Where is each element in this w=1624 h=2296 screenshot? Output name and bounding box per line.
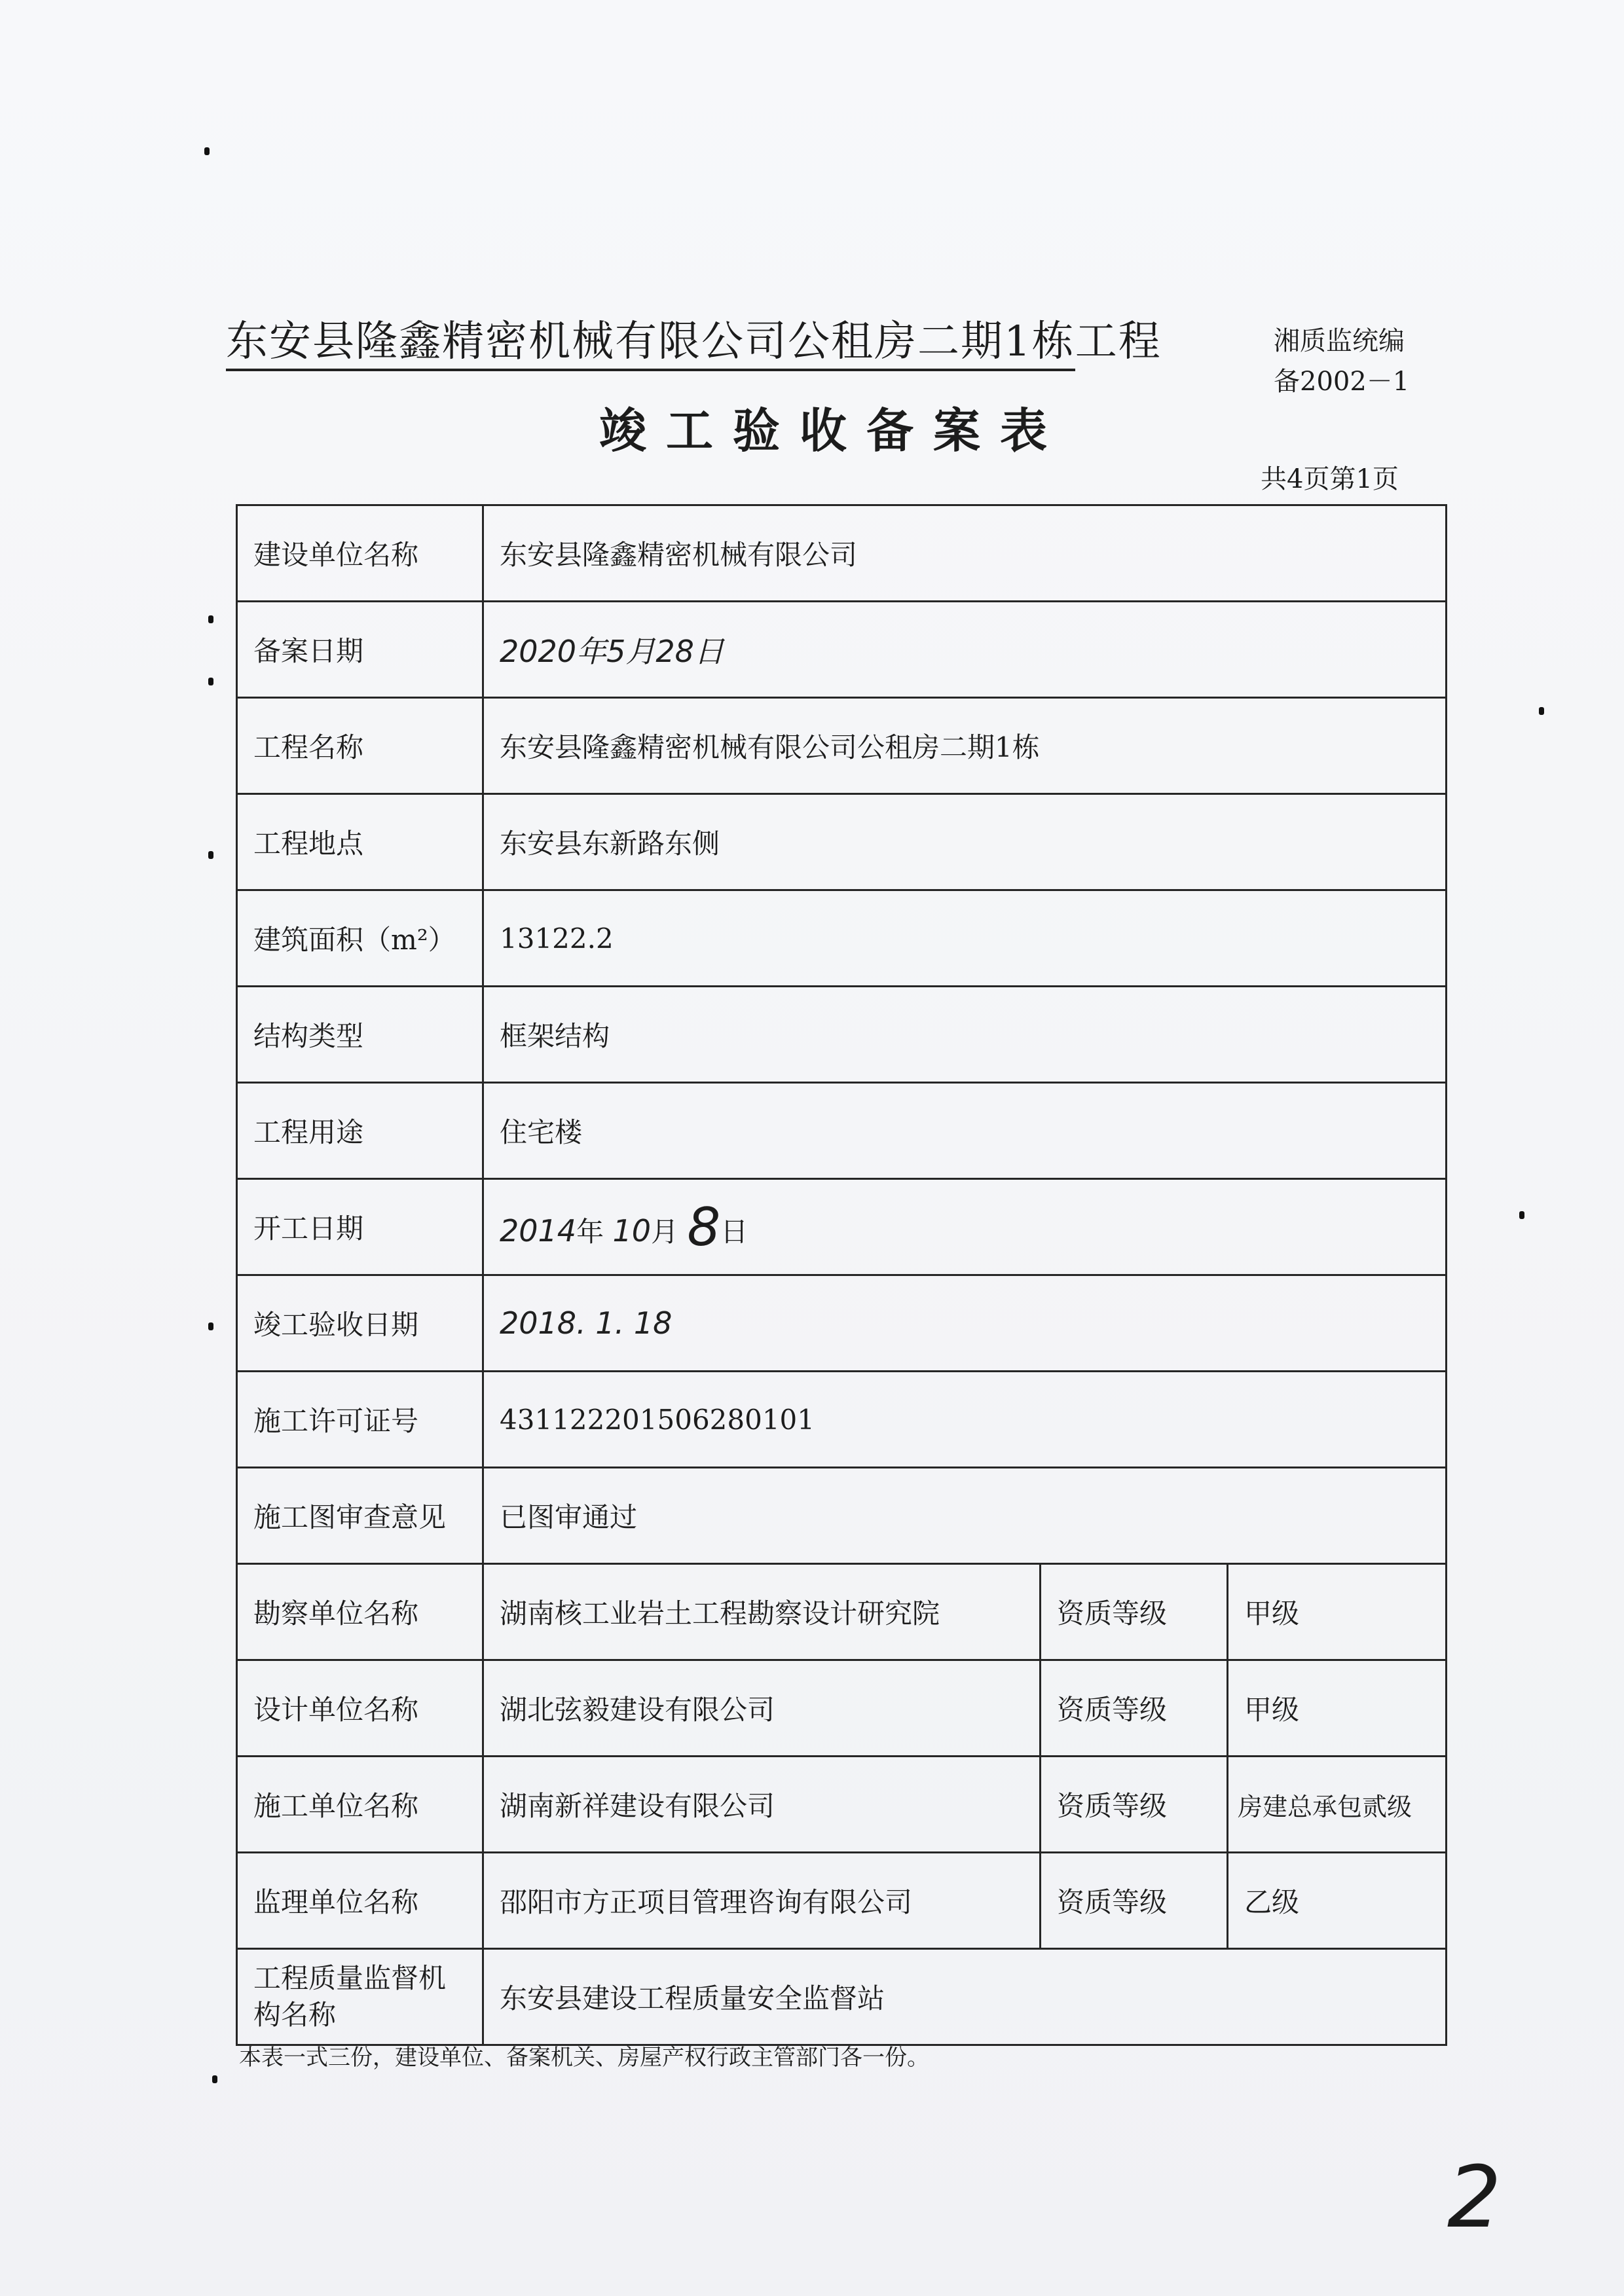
handwritten-page-number: 2: [1447, 2147, 1502, 2247]
design-qualification-label: 资质等级: [1041, 1660, 1228, 1757]
form-title: 竣工验收备案表: [599, 403, 1067, 458]
start-date-year: 2014: [500, 1212, 577, 1248]
project-name-value: 东安县隆鑫精密机械有限公司公租房二期1栋: [483, 698, 1447, 794]
project-title: [226, 308, 1162, 368]
scan-speck: [208, 1322, 213, 1330]
form-row: [237, 1564, 1447, 1660]
form-code-line2: 备2002－1: [1274, 367, 1410, 397]
contractor-unit-label: 施工单位名称: [237, 1757, 483, 1853]
start-date-year-unit: 年: [576, 1215, 604, 1248]
form-row: [237, 1468, 1447, 1564]
supervision-qualification-label: 资质等级: [1041, 1853, 1228, 1949]
contractor-unit-value: 湖南新祥建设有限公司: [483, 1757, 1041, 1853]
survey-qualification-label: 资质等级: [1041, 1564, 1228, 1660]
construction-permit-label: 施工许可证号: [237, 1372, 483, 1468]
start-date-month: 10: [612, 1212, 651, 1248]
form-row: [237, 890, 1447, 987]
form-row: [237, 1372, 1447, 1468]
project-use-label: 工程用途: [237, 1083, 483, 1179]
form-row: [237, 794, 1447, 890]
acceptance-date-value: [483, 1275, 1447, 1372]
filing-date-label: 备案日期: [237, 602, 483, 698]
start-date-day: 8: [687, 1196, 721, 1258]
start-date-month-unit: 月: [651, 1215, 679, 1248]
start-date-value: [483, 1179, 1447, 1275]
scan-speck: [212, 2075, 217, 2083]
quality-agency-label: 工程质量监督机构名称: [237, 1949, 483, 2045]
filing-form-table: [236, 504, 1447, 2046]
filing-date-value: [483, 602, 1447, 698]
form-row: [237, 602, 1447, 698]
form-code-line1: 湘质监统编: [1274, 326, 1405, 356]
supervision-qualification-value: 乙级: [1228, 1853, 1447, 1949]
construction-unit-label: 建设单位名称: [237, 505, 483, 602]
scan-speck: [1539, 707, 1544, 715]
survey-unit-value: 湖南核工业岩土工程勘察设计研究院: [483, 1564, 1041, 1660]
form-row: [237, 1179, 1447, 1275]
building-area-value: 13122.2: [483, 890, 1447, 987]
drawing-review-value: 已图审通过: [483, 1468, 1447, 1564]
project-name-label: 工程名称: [237, 698, 483, 794]
filing-date-handwritten: 2020年5月28日: [500, 634, 724, 669]
scan-speck: [204, 147, 210, 155]
quality-agency-value: 东安县建设工程质量安全监督站: [483, 1949, 1447, 2045]
acceptance-date-handwritten: 2018. 1. 18: [500, 1305, 673, 1341]
form-row: [237, 1083, 1447, 1179]
scan-speck: [208, 678, 213, 685]
construction-unit-value: 东安县隆鑫精密机械有限公司: [483, 505, 1447, 602]
form-row: [237, 698, 1447, 794]
form-code: [1274, 321, 1409, 402]
design-unit-label: 设计单位名称: [237, 1660, 483, 1757]
form-row: [237, 1275, 1447, 1372]
form-row: [237, 505, 1447, 602]
supervision-unit-label: 监理单位名称: [237, 1853, 483, 1949]
scan-speck: [208, 615, 213, 623]
project-use-value: 住宅楼: [483, 1083, 1447, 1179]
drawing-review-label: 施工图审查意见: [237, 1468, 483, 1564]
scan-speck: [208, 851, 213, 859]
page-count: 共4页第1页: [1261, 464, 1399, 494]
acceptance-date-label: 竣工验收日期: [237, 1275, 483, 1372]
form-row: [237, 1853, 1447, 1949]
construction-permit-value: 431122201506280101: [483, 1372, 1447, 1468]
contractor-qualification-value: 房建总承包贰级: [1228, 1757, 1447, 1853]
project-title-underlined: 东安县隆鑫精密机械有限公司公租房二期1栋: [226, 318, 1075, 371]
survey-unit-label: 勘察单位名称: [237, 1564, 483, 1660]
footer-note: 本表一式三份，建设单位、备案机关、房屋产权行政主管部门各一份。: [239, 2045, 929, 2071]
design-unit-value: 湖北弦毅建设有限公司: [483, 1660, 1041, 1757]
start-date-day-unit: 日: [720, 1215, 748, 1248]
form-row: [237, 1757, 1447, 1853]
project-title-suffix: 工程: [1075, 318, 1162, 366]
supervision-unit-value: 邵阳市方正项目管理咨询有限公司: [483, 1853, 1041, 1949]
design-qualification-value: 甲级: [1228, 1660, 1447, 1757]
project-location-label: 工程地点: [237, 794, 483, 890]
survey-qualification-value: 甲级: [1228, 1564, 1447, 1660]
form-row: [237, 1949, 1447, 2045]
project-location-value: 东安县东新路东侧: [483, 794, 1447, 890]
building-area-label: 建筑面积（m²）: [237, 890, 483, 987]
structure-type-value: 框架结构: [483, 987, 1447, 1083]
start-date-label: 开工日期: [237, 1179, 483, 1275]
form-row: [237, 987, 1447, 1083]
contractor-qualification-label: 资质等级: [1041, 1757, 1228, 1853]
form-row: [237, 1660, 1447, 1757]
scan-speck: [1519, 1211, 1524, 1219]
structure-type-label: 结构类型: [237, 987, 483, 1083]
